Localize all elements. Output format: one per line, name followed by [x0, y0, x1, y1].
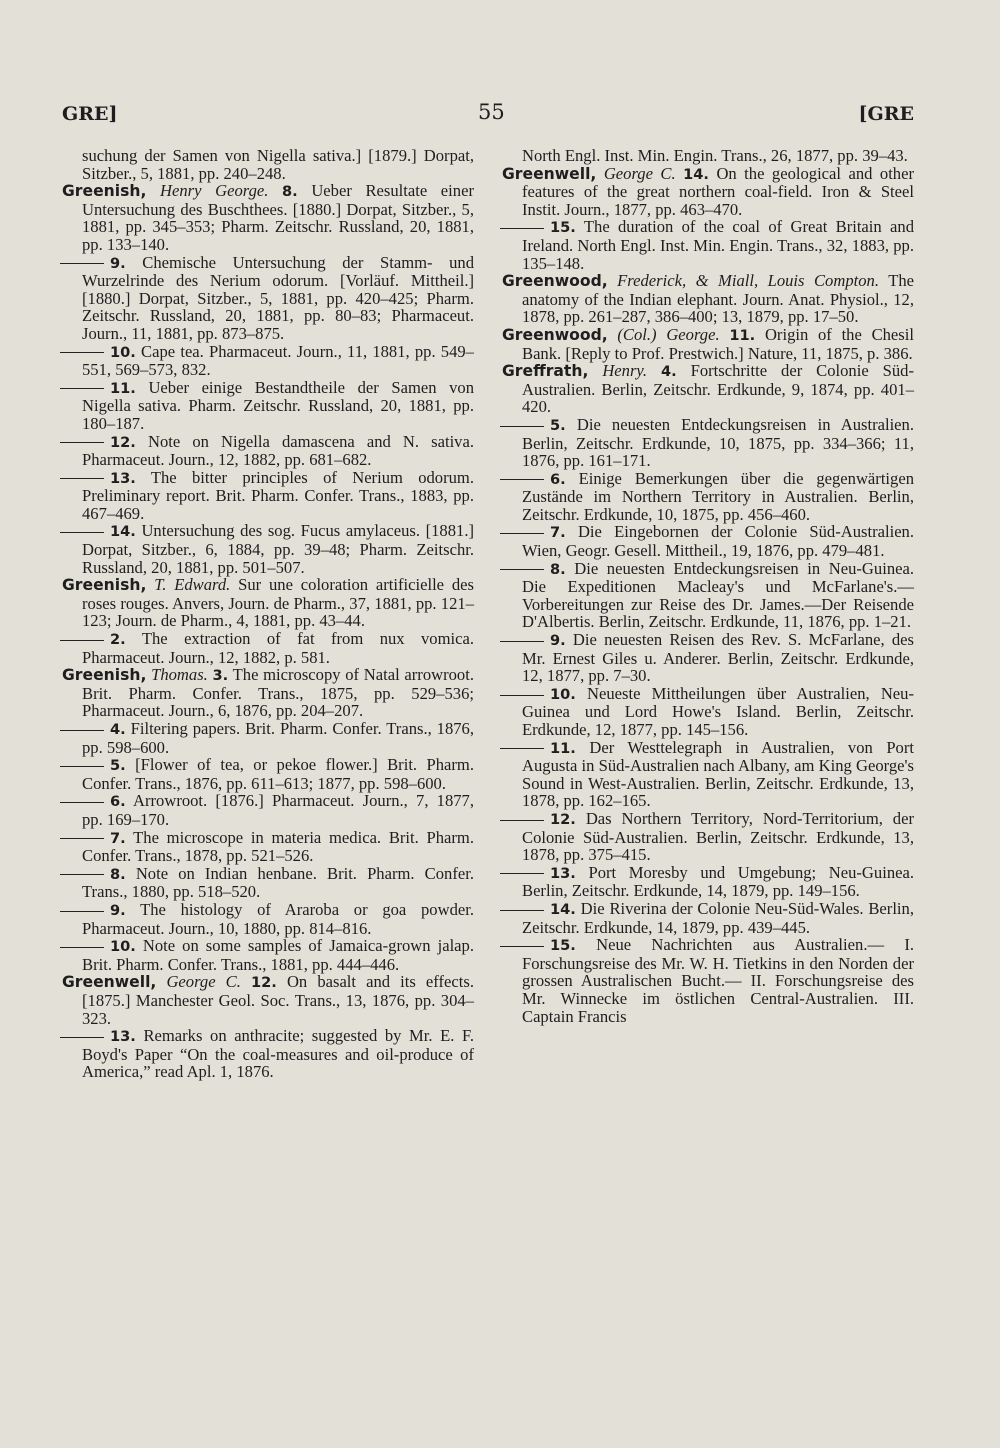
- entry-number: 15.: [550, 937, 576, 955]
- author-surname: Greenish,: [62, 182, 147, 201]
- entry-number: 12.: [550, 810, 576, 828]
- bibliography-entry: [62, 433, 474, 469]
- running-head-left: GRE]: [62, 103, 118, 125]
- entry-text: Neueste Mittheilungen über Australien, Neu-Guinea und Lord Howe's Island. Berlin, Zeitschr. Erdkunde, 12, 1877, pp. 145–156.: [522, 683, 914, 739]
- ditto-dash: [500, 228, 544, 229]
- bibliography-entry: [62, 937, 474, 973]
- bibliography-entry: [502, 218, 914, 272]
- author-surname: Greenwood,: [502, 325, 608, 344]
- entry-text: Chemische Untersuchung der Stamm- und Wurzelrinde des Nerium odorum. [Vorläuf. Mittheil.] [1880.] Dorpat, Sitzber., 5, 1881, pp. 420–425; Pharm. Zeitschr. Russland, 20, 1881, pp. 80–83; Pharmaceut. Journ., 11, 1881, pp. 873–875.: [82, 252, 474, 343]
- entry-number: 8.: [550, 560, 566, 578]
- ditto-dash: [60, 1037, 104, 1038]
- ditto-dash: [500, 946, 544, 947]
- entry-number: 12.: [110, 433, 136, 451]
- entry-text: Ueber einige Bestandtheile der Samen von Nigella sativa. Pharm. Zeitschr. Russland, 20, 1881, pp. 180–187.: [82, 377, 474, 433]
- ditto-dash: [500, 820, 544, 821]
- entry-number: 10.: [110, 938, 136, 956]
- author-surname: Greenwell,: [502, 164, 597, 183]
- bibliography-entry: [502, 560, 914, 631]
- entry-number: 10.: [110, 343, 136, 361]
- ditto-dash: [60, 802, 104, 803]
- bibliography-entry: [502, 685, 914, 739]
- entry-text: Die neuesten Entdeckungsreisen in Australien. Berlin, Zeitschr. Erdkunde, 10, 1875, pp. 334–366; 11, 1876, pp. 161–171.: [522, 414, 914, 471]
- entry-text: The anatomy of the Indian elephant. Journ. Anat. Physiol., 12, 1878, pp. 261–287, 386–400; 13, 1879, pp. 17–50.: [522, 271, 914, 327]
- entry-number: 12.: [251, 974, 277, 992]
- bibliography-entry: [62, 901, 474, 937]
- entry-number: 5.: [110, 757, 126, 775]
- entry-text: suchung der Samen von Nigella sativa.] [1879.] Dorpat, Sitzber., 5, 1881, pp. 240–248.: [82, 146, 474, 183]
- ditto-dash: [60, 874, 104, 875]
- bibliography-entry: [502, 631, 914, 685]
- ditto-dash: [60, 263, 104, 264]
- bibliography-entry: [62, 666, 474, 720]
- entry-number: 9.: [110, 254, 126, 272]
- bibliography-entry: [62, 973, 474, 1027]
- ditto-dash: [60, 766, 104, 767]
- entry-number: 8.: [282, 183, 298, 201]
- author-surname: Greenwell,: [62, 973, 157, 992]
- entry-number: 11.: [550, 739, 576, 757]
- bibliography-entry: [502, 165, 914, 219]
- entry-text: On basalt and its effects. [1875.] Manchester Geol. Soc. Trans., 13, 1876, pp. 304–323.: [82, 972, 474, 1028]
- bibliography-entry: [62, 720, 474, 756]
- entry-number: 2.: [110, 631, 126, 649]
- entry-text: Der Westtelegraph in Australien, von Port Augusta in Süd-Australien nach Albany, am King George's Sound in West-Australien. Berlin, Zeitschr. Erdkunde, 13, 1878, pp. 162–165.: [522, 737, 914, 811]
- entry-text: Die neuesten Entdeckungsreisen in Neu-Guinea. Die Expeditionen Macleay's und McFarlane's.—Vorbereitungen zur Reise des Dr. James.—Der Reisende D'Albertis. Berlin, Zeitschr. Erdkunde, 11, 1876, pp. 1–21.: [522, 558, 914, 632]
- entry-number: 4.: [110, 721, 126, 738]
- bibliography-entry: [502, 810, 914, 864]
- bibliography-entry: [502, 147, 914, 165]
- ditto-dash: [60, 730, 104, 731]
- entry-text: Die neuesten Reisen des Rev. S. McFarlane, des Mr. Ernest Giles u. Anderer. Berlin, Zeitschr. Erdkunde, 12, 1877, pp. 7–30.: [522, 630, 915, 686]
- bibliography-entry: [62, 182, 474, 253]
- entry-number: 5.: [550, 416, 566, 434]
- author-given-name: (Col.) George.: [617, 324, 720, 344]
- bibliography-entry: [62, 343, 474, 379]
- bibliography-entry: [502, 416, 914, 470]
- bibliography-entry: [502, 864, 914, 900]
- entry-number: 11.: [110, 379, 136, 397]
- entry-number: 3.: [212, 667, 229, 685]
- entry-text: The microscopy of Natal arrowroot. Brit. Pharm. Confer. Trans., 1875, pp. 529–536; Pharmaceut. Journ., 6, 1876, pp. 204–207.: [82, 665, 474, 721]
- entry-text: Fortschritte der Colonie Süd-Australien. Berlin, Zeitschr. Erdkunde, 9, 1874, pp. 401–420.: [522, 361, 914, 417]
- entry-text: Untersuchung des sog. Fucus amylaceus. [1881.] Dorpat, Sitzber., 6, 1884, pp. 39–48; Pharm. Zeitschr. Russland, 20, 1881, pp. 501–507.: [82, 521, 474, 577]
- bibliography-entry: [62, 254, 474, 343]
- ditto-dash: [500, 426, 544, 427]
- ditto-dash: [500, 910, 544, 911]
- entry-text: Note on Nigella damascena and N. sativa. Pharmaceut. Journ., 12, 1882, pp. 681–682.: [82, 431, 474, 470]
- entry-text: Einige Bemerkungen über die gegenwärtigen Zustände im Northern Territory in Australien. Berlin, Zeitschr. Erdkunde, 10, 1875, pp. 456–460.: [522, 468, 915, 524]
- ditto-dash: [60, 388, 104, 389]
- bibliography-entry: [502, 470, 914, 524]
- entry-number: 13.: [110, 1028, 136, 1046]
- ditto-dash: [60, 478, 104, 479]
- entry-text: Origin of the Chesil Bank. [Reply to Prof. Prestwich.] Nature, 11, 1875, p. 386.: [522, 324, 914, 363]
- author-given-name: Frederick, & Miall, Louis Compton.: [617, 271, 879, 291]
- entry-number: 11.: [729, 326, 756, 344]
- entry-number: 14.: [110, 523, 136, 541]
- ditto-dash: [500, 695, 544, 696]
- bibliography-entry: [502, 936, 914, 1025]
- ditto-dash: [60, 640, 104, 641]
- ditto-dash: [500, 873, 544, 874]
- entry-number: 13.: [110, 469, 136, 487]
- entry-text: Das Northern Territory, Nord-Territorium, der Colonie Süd-Australien. Berlin, Zeitschr. Erdkunde, 13, 1878, pp. 375–415.: [522, 808, 914, 865]
- bibliography-entry: [62, 522, 474, 576]
- entry-number: 13.: [550, 864, 576, 882]
- entry-text: Sur une coloration artificielle des roses rouges. Anvers, Journ. de Pharm., 37, 1881, pp. 121–123; Journ. de Pharm., 4, 1881, pp. 43–44.: [82, 575, 474, 631]
- entry-text: On the geological and other features of the great northern coal-field. Iron & Steel Instit. Journ., 1877, pp. 463–470.: [522, 163, 914, 219]
- entry-text: Ueber Resultate einer Untersuchung des Buschthees. [1880.] Dorpat, Sitzber., 5, 1881, pp. 345–353; Pharm. Zeitschr. Russland, 20, 1881, pp. 133–140.: [82, 181, 474, 254]
- bibliography-entry: [62, 1027, 474, 1081]
- entry-text: The extraction of fat from nux vomica. Pharmaceut. Journ., 12, 1882, p. 581.: [82, 629, 474, 667]
- entry-number: 14.: [683, 165, 709, 183]
- ditto-dash: [60, 838, 104, 839]
- bibliography-entry: [502, 900, 914, 936]
- author-given-name: Thomas.: [151, 665, 208, 685]
- author-surname: Greenish,: [62, 576, 147, 595]
- bibliography-entry: [62, 576, 474, 630]
- entry-number: 9.: [550, 632, 566, 650]
- entry-number: 14.: [550, 900, 576, 918]
- ditto-dash: [60, 947, 104, 948]
- running-head-right: [GRE: [858, 103, 914, 125]
- entry-number: 9.: [110, 901, 126, 919]
- entry-text: Die Riverina der Colonie Neu-Süd-Wales. Berlin, Zeitschr. Erdkunde, 14, 1879, pp. 439–445.: [522, 898, 914, 937]
- author-given-name: Henry.: [602, 361, 648, 381]
- bibliography-entry: [62, 792, 474, 828]
- entry-text: The histology of Araroba or goa powder. Pharmaceut. Journ., 10, 1880, pp. 814–816.: [82, 899, 474, 938]
- author-given-name: Henry George.: [160, 181, 269, 201]
- author-surname: Greenish,: [62, 666, 147, 685]
- entry-number: 15.: [550, 219, 576, 237]
- bibliography-entry: [62, 630, 474, 666]
- entry-number: 6.: [110, 793, 126, 811]
- author-given-name: George C.: [603, 163, 676, 183]
- ditto-dash: [60, 442, 104, 443]
- bibliography-entry: [62, 756, 474, 792]
- entry-text: Note on some samples of Jamaica-grown jalap. Brit. Pharm. Confer. Trans., 1881, pp. 444–446.: [82, 936, 474, 974]
- entry-text: Neue Nachrichten aus Australien.— I. Forschungsreise des Mr. W. H. Tietkins in den Norden der grossen Australischen Bucht.— II. Forschungsreise des Mr. Winnecke im östlichen Central-Australien. III. Captain Francis: [522, 935, 914, 1026]
- right-column: [502, 147, 914, 1025]
- ditto-dash: [500, 748, 544, 749]
- author-given-name: George C.: [166, 972, 241, 992]
- entry-number: 8.: [110, 865, 126, 883]
- entry-text: The duration of the coal of Great Britain and Ireland. North Engl. Inst. Min. Engin. Trans., 32, 1883, pp. 135–148.: [522, 217, 914, 273]
- entry-text: Arrowroot. [1876.] Pharmaceut. Journ., 7, 1877, pp. 169–170.: [82, 791, 474, 829]
- entry-number: 10.: [550, 685, 576, 703]
- entry-text: Filtering papers. Brit. Pharm. Confer. Trans., 1876, pp. 598–600.: [82, 719, 474, 757]
- bibliography-entry: [62, 469, 474, 523]
- entry-text: North Engl. Inst. Min. Engin. Trans., 26, 1877, pp. 39–43.: [522, 146, 908, 165]
- entry-text: Remarks on anthracite; suggested by Mr. E. F. Boyd's Paper “On the coal-measures and oil-produce of America,” read Apl. 1, 1876.: [82, 1026, 474, 1082]
- author-surname: Greenwood,: [502, 272, 608, 291]
- bibliography-entry: [62, 829, 474, 865]
- entry-text: Port Moresby und Umgebung; Neu-Guinea. Berlin, Zeitschr. Erdkunde, 14, 1879, pp. 149–156.: [522, 862, 914, 901]
- bibliography-entry: [502, 326, 914, 362]
- ditto-dash: [500, 569, 544, 570]
- left-column: [62, 147, 474, 1081]
- author-given-name: T. Edward.: [154, 575, 231, 595]
- entry-number: 7.: [550, 524, 566, 542]
- entry-number: 7.: [110, 829, 126, 847]
- page-number: 55: [478, 100, 505, 124]
- bibliography-entry: [502, 272, 914, 326]
- entry-text: [Flower of tea, or pekoe flower.] Brit. Pharm. Confer. Trans., 1876, pp. 611–613; 1877, pp. 598–600.: [82, 755, 474, 793]
- ditto-dash: [60, 532, 104, 533]
- ditto-dash: [60, 352, 104, 353]
- ditto-dash: [500, 641, 544, 642]
- bibliography-entry: [502, 739, 914, 810]
- ditto-dash: [500, 479, 544, 480]
- entry-text: The microscope in materia medica. Brit. Pharm. Confer. Trans., 1878, pp. 521–526.: [82, 827, 474, 866]
- ditto-dash: [60, 911, 104, 912]
- ditto-dash: [500, 533, 544, 534]
- bibliography-entry: [62, 147, 474, 182]
- entry-text: Cape tea. Pharmaceut. Journ., 11, 1881, pp. 549–551, 569–573, 832.: [82, 341, 474, 380]
- entry-number: 4.: [660, 363, 677, 381]
- author-surname: Greffrath,: [502, 362, 589, 381]
- entry-text: The bitter principles of Nerium odorum. Preliminary report. Brit. Pharm. Confer. Trans., 1883, pp. 467–469.: [82, 467, 474, 523]
- entry-text: Die Eingebornen der Colonie Süd-Australien. Wien, Geogr. Gesell. Mittheil., 19, 1876, pp. 479–481.: [522, 522, 915, 561]
- bibliography-entry: [62, 865, 474, 901]
- bibliography-entry: [502, 362, 914, 416]
- entry-text: Note on Indian henbane. Brit. Pharm. Confer. Trans., 1880, pp. 518–520.: [82, 863, 474, 902]
- entry-number: 6.: [550, 470, 566, 488]
- bibliography-entry: [502, 523, 914, 559]
- bibliography-entry: [62, 379, 474, 433]
